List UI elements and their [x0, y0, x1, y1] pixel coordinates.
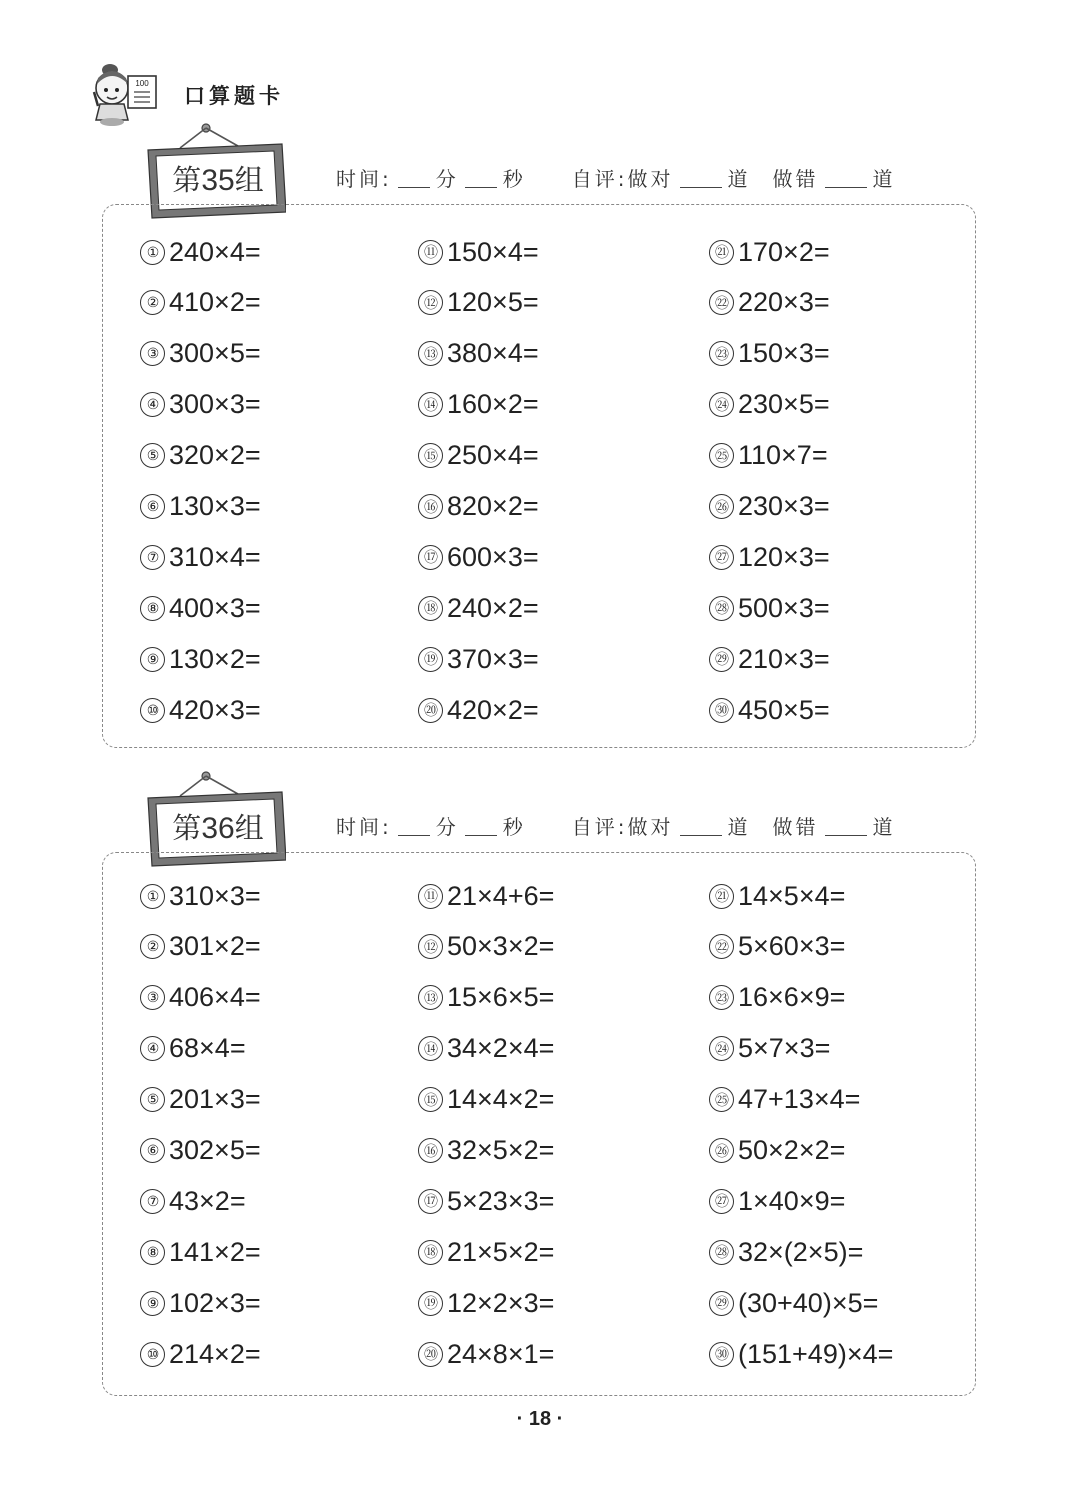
problem-item: [709, 1287, 878, 1319]
problem-number: ㉓: [709, 341, 734, 366]
time-and-self-eval-line: [336, 811, 896, 840]
problem-number: ⑬: [418, 985, 443, 1010]
problem-expression: 820×2=: [447, 491, 539, 521]
problem-number: ⑲: [418, 647, 443, 672]
problem-expression: 310×3=: [169, 880, 261, 911]
problem-expression: 240×4=: [169, 236, 261, 267]
problem-expression: 240×2=: [447, 592, 539, 623]
problem-expression: 370×3=: [447, 643, 539, 674]
problem-item: [140, 541, 261, 573]
correct-unit: 道: [727, 167, 751, 191]
problem-number: ⑨: [140, 647, 165, 672]
problem-item: [418, 1135, 554, 1167]
problem-expression: 170×2=: [738, 236, 830, 267]
problem-item: [709, 982, 845, 1014]
problem-expression: (30+40)×5=: [738, 1287, 879, 1318]
problem-expression: 141×2=: [169, 1236, 261, 1267]
problem-item: [418, 1033, 554, 1065]
problem-expression: 160×2=: [447, 389, 539, 420]
problem-number: ㉕: [709, 443, 734, 468]
problem-expression: 1×40×9=: [738, 1185, 846, 1216]
problem-expression: 214×2=: [169, 1338, 261, 1369]
problem-item: [140, 880, 261, 912]
problem-expression: 5×23×3=: [447, 1185, 555, 1216]
problem-item: [709, 287, 830, 319]
problem-number: ⑥: [140, 494, 165, 519]
problem-expression: 15×6×5=: [447, 982, 555, 1013]
problem-item: [140, 1033, 246, 1065]
problem-number: ③: [140, 341, 165, 366]
page-number: · 18 ·: [516, 1408, 564, 1430]
problem-number: ⑦: [140, 545, 165, 570]
problem-number: ⑪: [418, 240, 443, 265]
group-number: 36: [201, 812, 235, 845]
seconds-label: 秒: [502, 815, 526, 839]
problem-item: [418, 1185, 554, 1217]
problem-expression: 420×2=: [447, 694, 539, 725]
group-number: 35: [201, 164, 235, 197]
wrong-unit: 道: [872, 167, 896, 191]
problem-expression: 34×2×4=: [447, 1033, 555, 1064]
problem-number: ⑪: [418, 884, 443, 909]
minutes-blank[interactable]: [398, 169, 430, 188]
problem-number: ⑯: [418, 1138, 443, 1163]
correct-count-blank[interactable]: [680, 169, 722, 188]
self-eval-label: 自评:做对: [571, 815, 674, 839]
problem-expression: 410×2=: [169, 287, 261, 318]
problem-item: [418, 694, 539, 726]
problem-expression: 32×(2×5)=: [738, 1236, 864, 1267]
problem-number: ㉑: [709, 884, 734, 909]
problem-expression: 16×6×9=: [738, 982, 846, 1013]
problem-expression: 250×4=: [447, 440, 539, 471]
problem-number: ⑳: [418, 698, 443, 723]
problem-item: [709, 440, 828, 472]
problem-expression: 300×5=: [169, 338, 261, 369]
wrong-count-blank[interactable]: [825, 817, 867, 836]
problem-item: [140, 1135, 261, 1167]
problem-expression: 201×3=: [169, 1084, 261, 1115]
problem-expression: 130×2=: [169, 643, 261, 674]
minutes-label: 分: [435, 815, 459, 839]
problem-item: [140, 1084, 261, 1116]
problem-item: [140, 236, 261, 268]
wrong-count-blank[interactable]: [825, 169, 867, 188]
problem-item: [709, 389, 830, 421]
seconds-label: 秒: [502, 167, 526, 191]
problem-item: [709, 1338, 893, 1370]
problem-expression: 12×2×3=: [447, 1287, 555, 1318]
group-title: [158, 806, 278, 847]
problem-expression: 450×5=: [738, 694, 830, 725]
problem-number: ㉘: [709, 596, 734, 621]
problem-expression: 120×5=: [447, 287, 539, 318]
problem-item: [709, 541, 830, 573]
problem-item: [418, 592, 539, 624]
problem-expression: 47+13×4=: [738, 1084, 861, 1115]
problem-expression: 302×5=: [169, 1135, 261, 1165]
self-eval-label: 自评:做对: [571, 167, 674, 191]
time-label: 时间:: [336, 815, 392, 839]
page-title: 口算题卡: [184, 84, 284, 108]
problem-item: [709, 491, 830, 523]
problem-expression: 50×2×2=: [738, 1135, 846, 1165]
problem-expression: 310×4=: [169, 541, 261, 572]
problem-item: [709, 931, 845, 963]
problem-number: ⑮: [418, 1087, 443, 1112]
problem-number: ⑫: [418, 934, 443, 959]
problem-expression: 14×4×2=: [447, 1084, 555, 1115]
problem-number: ⑥: [140, 1138, 165, 1163]
problem-number: ㉔: [709, 392, 734, 417]
problem-expression: 130×3=: [169, 491, 261, 521]
problem-expression: 5×60×3=: [738, 931, 846, 962]
problem-number: ⑧: [140, 596, 165, 621]
problem-item: [140, 1338, 261, 1370]
problem-item: [418, 440, 539, 472]
problem-expression: 50×3×2=: [447, 931, 555, 962]
problem-number: ①: [140, 884, 165, 909]
problem-item: [140, 287, 261, 319]
problem-number: ㉘: [709, 1240, 734, 1265]
time-label: 时间:: [336, 167, 392, 191]
problem-expression: 230×5=: [738, 389, 830, 420]
problem-item: [418, 389, 539, 421]
problem-item: [709, 1135, 845, 1167]
time-and-self-eval-line: [336, 163, 896, 192]
problem-number: ⑰: [418, 1189, 443, 1214]
problem-expression: 5×7×3=: [738, 1033, 831, 1064]
group-prefix: 第: [172, 811, 202, 845]
problem-number: ⑭: [418, 392, 443, 417]
problem-item: [418, 491, 539, 523]
problem-number: ④: [140, 1036, 165, 1061]
problem-item: [709, 1236, 863, 1268]
problem-item: [418, 880, 554, 912]
problem-item: [140, 931, 261, 963]
problem-item: [140, 592, 261, 624]
problem-expression: 320×2=: [169, 440, 261, 471]
problem-number: ㉚: [709, 698, 734, 723]
problem-number: ㉙: [709, 1291, 734, 1316]
problem-expression: 102×3=: [169, 1287, 261, 1318]
problem-item: [418, 931, 554, 963]
problem-number: ⑬: [418, 341, 443, 366]
seconds-blank[interactable]: [465, 817, 497, 836]
seconds-blank[interactable]: [465, 169, 497, 188]
problem-number: ⑤: [140, 443, 165, 468]
problem-number: ⑳: [418, 1342, 443, 1367]
wrong-unit: 道: [872, 815, 896, 839]
problem-item: [140, 1287, 261, 1319]
wrong-label: 做错: [772, 167, 819, 191]
problem-item: [709, 1084, 860, 1116]
problem-number: ㉙: [709, 647, 734, 672]
group-suffix: 组: [234, 811, 264, 845]
problem-expression: 230×3=: [738, 491, 830, 521]
problem-expression: 110×7=: [738, 440, 828, 471]
problem-number: ⑮: [418, 443, 443, 468]
problem-expression: 21×5×2=: [447, 1236, 555, 1267]
problem-item: [140, 1236, 261, 1268]
problem-number: ㉑: [709, 240, 734, 265]
problem-number: ㉗: [709, 1189, 734, 1214]
problem-expression: 500×3=: [738, 592, 830, 623]
problem-item: [140, 440, 261, 472]
problem-number: ②: [140, 290, 165, 315]
problem-item: [418, 1236, 554, 1268]
problem-number: ⑱: [418, 1240, 443, 1265]
problem-item: [418, 287, 539, 319]
girl-with-score-card-icon: [88, 62, 168, 128]
problem-item: [140, 982, 261, 1014]
problem-number: ㉚: [709, 1342, 734, 1367]
problem-item: [709, 1185, 845, 1217]
group-suffix: 组: [234, 163, 264, 197]
problem-number: ⑱: [418, 596, 443, 621]
problem-number: ⑯: [418, 494, 443, 519]
problem-expression: 150×3=: [738, 338, 830, 369]
problem-item: [709, 643, 830, 675]
problem-item: [418, 541, 539, 573]
problem-item: [709, 880, 845, 912]
problem-number: ⑲: [418, 1291, 443, 1316]
problem-item: [709, 694, 830, 726]
minutes-blank[interactable]: [398, 817, 430, 836]
problem-item: [709, 592, 830, 624]
problem-number: ⑰: [418, 545, 443, 570]
problem-expression: 220×3=: [738, 287, 830, 318]
problem-expression: 380×4=: [447, 338, 539, 369]
problem-expression: 21×4+6=: [447, 880, 555, 911]
problem-number: ⑨: [140, 1291, 165, 1316]
problem-item: [140, 491, 261, 523]
problem-expression: 301×2=: [169, 931, 261, 962]
problem-item: [418, 236, 539, 268]
score-card-text: 100: [135, 79, 149, 88]
problem-expression: 400×3=: [169, 592, 261, 623]
problem-number: ①: [140, 240, 165, 265]
wrong-label: 做错: [772, 815, 819, 839]
problem-item: [140, 643, 261, 675]
group-title: [158, 158, 278, 199]
problem-expression: 43×2=: [169, 1185, 246, 1216]
group-prefix: 第: [172, 163, 202, 197]
problem-number: ⑫: [418, 290, 443, 315]
problem-number: ②: [140, 934, 165, 959]
problem-item: [418, 338, 539, 370]
correct-count-blank[interactable]: [680, 817, 722, 836]
problem-expression: 300×3=: [169, 389, 261, 420]
problem-number: ㉗: [709, 545, 734, 570]
problem-number: ⑩: [140, 1342, 165, 1367]
problem-number: ㉒: [709, 290, 734, 315]
problem-expression: (151+49)×4=: [738, 1338, 894, 1369]
problem-number: ⑦: [140, 1189, 165, 1214]
problem-number: ㉕: [709, 1087, 734, 1112]
minutes-label: 分: [435, 167, 459, 191]
problem-expression: 32×5×2=: [447, 1135, 555, 1165]
problem-item: [140, 1185, 246, 1217]
problem-expression: 210×3=: [738, 643, 830, 674]
problem-expression: 420×3=: [169, 694, 261, 725]
problem-number: ⑤: [140, 1087, 165, 1112]
problem-number: ㉓: [709, 985, 734, 1010]
problem-item: [418, 1287, 554, 1319]
problem-item: [709, 1033, 830, 1065]
problem-item: [140, 389, 261, 421]
problem-item: [418, 643, 539, 675]
problem-number: ㉒: [709, 934, 734, 959]
problem-number: ③: [140, 985, 165, 1010]
problem-expression: 150×4=: [447, 236, 539, 267]
problem-expression: 600×3=: [447, 541, 539, 572]
problem-item: [140, 694, 261, 726]
problem-number: ⑩: [140, 698, 165, 723]
problem-number: ⑧: [140, 1240, 165, 1265]
problem-item: [418, 982, 554, 1014]
problem-number: ④: [140, 392, 165, 417]
problem-number: ㉖: [709, 494, 734, 519]
problem-item: [709, 338, 830, 370]
problem-number: ⑭: [418, 1036, 443, 1061]
problem-item: [709, 236, 830, 268]
problem-item: [418, 1338, 554, 1370]
correct-unit: 道: [727, 815, 751, 839]
problem-expression: 68×4=: [169, 1033, 246, 1064]
problem-expression: 24×8×1=: [447, 1338, 555, 1369]
problem-expression: 406×4=: [169, 982, 261, 1013]
problem-number: ㉔: [709, 1036, 734, 1061]
problem-number: ㉖: [709, 1138, 734, 1163]
problem-expression: 120×3=: [738, 541, 830, 572]
problem-expression: 14×5×4=: [738, 880, 846, 911]
problem-item: [418, 1084, 554, 1116]
problem-item: [140, 338, 261, 370]
